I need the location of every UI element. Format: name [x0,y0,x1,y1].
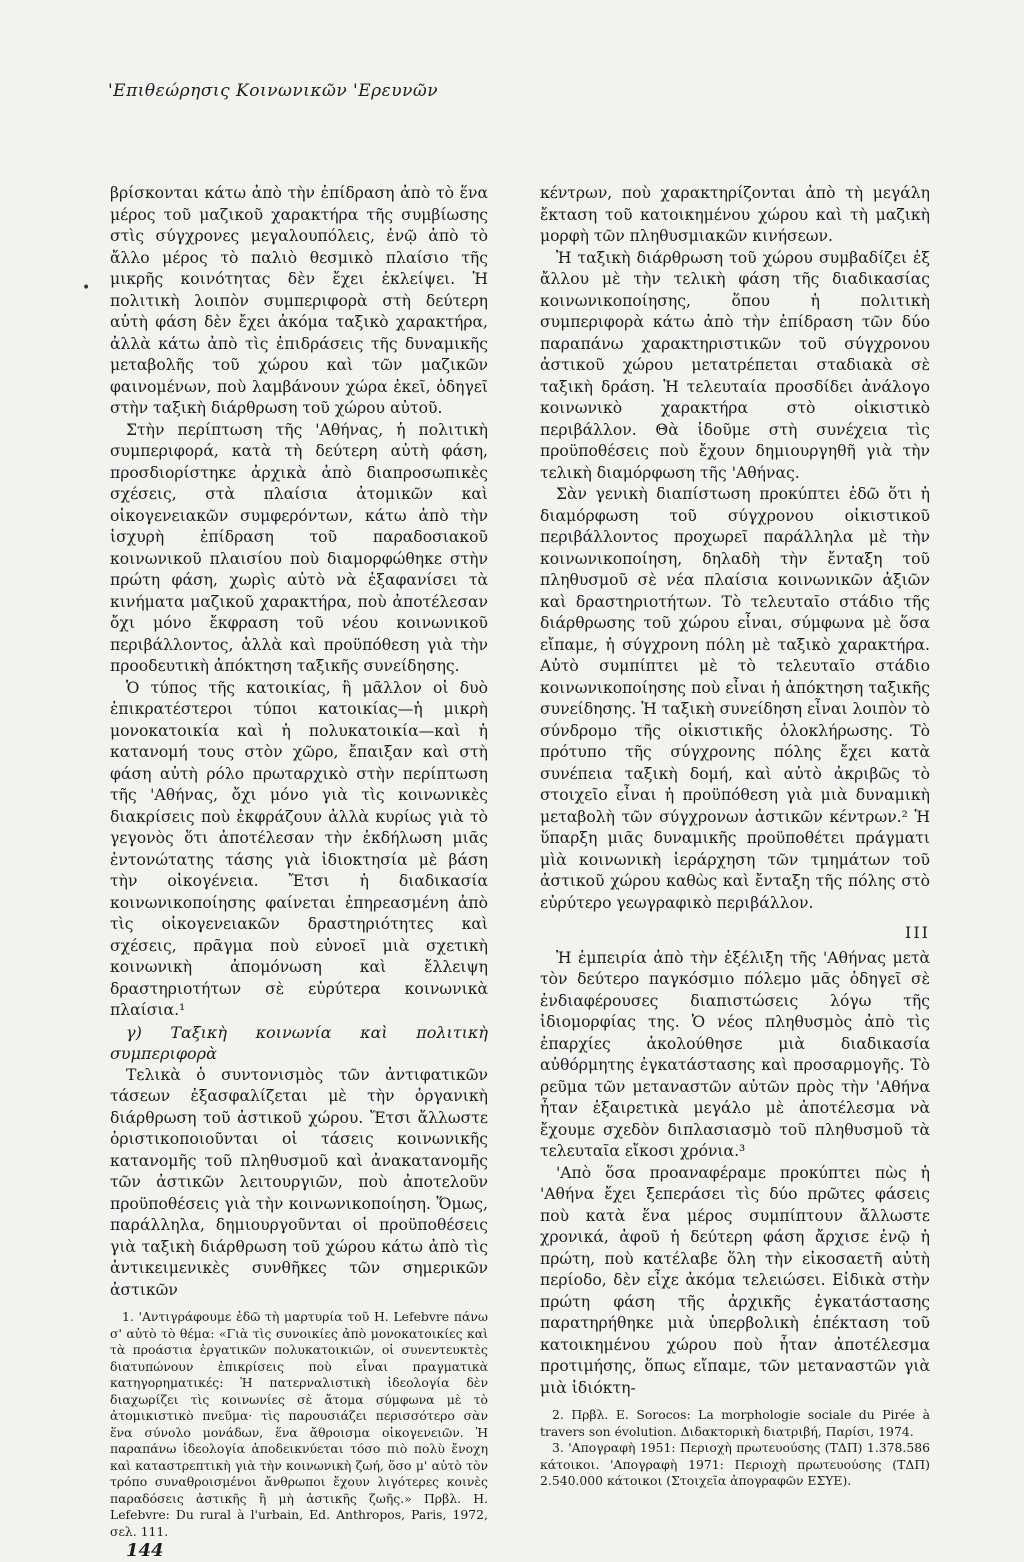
section-number: III [905,923,930,942]
paragraph: Ἡ ταξικὴ διάρθρωση τοῦ χώρου συμβαδίζει ἐξ ἄλλου μὲ τὴν τελικὴ φάση τῆς διαδικασίας κοινωνικοποίησης, ὅπου ἡ πολιτικὴ συμπεριφορὰ κάτω ἀπὸ τὴν ἐπίδραση τῶν δύο παραπάνω χαρακτηριστικῶν τοῦ σύγχρονου ἀστικοῦ χώρου μετατρέπεται σταδιακὰ σὲ ταξικὴ δράση. Ἡ τελευταία προσδίδει ἀνάλογο κοινωνικὸ χαρακτήρα στὸ οἰκιστικὸ περιβάλλον. Θὰ ἰδοῦμε στὴ συνέχεια τὶς προϋποθέσεις ποὺ ἔχουν δημιουργηθῆ γιὰ τὴν τελικὴ διαμόρφωση τῆς 'Αθήνας. [540,248,930,482]
footnotes [110,1309,488,1540]
subheading: γ) Ταξικὴ κοινωνία καὶ πολιτικὴ συμπεριφορὰ [110,1022,488,1063]
running-head: 'Επιθεώρησις Κοινωνικῶν 'Ερευνῶν [108,81,439,101]
paragraph: βρίσκονται κάτω ἀπὸ τὴν ἐπίδραση ἀπὸ τὸ ἕνα μέρος τοῦ μαζικοῦ χαρακτήρα τῆς συμβίωσης στὶς σύγχρονες μεγαλουπόλεις, ἐνῷ ἀπὸ τὸ ἄλλο μέρος τὸ παλιὸ θεσμικὸ πλαίσιο τῆς μικρῆς κοινότητας δὲν ἔχει ἐκλείψει. Ἡ πολιτικὴ λοιπὸν συμπεριφορὰ στὴ δεύτερη αὐτὴ φάση δὲν ἔχει ἀκόμα ταξικὸ χαρακτήρα, ἀλλὰ κάτω ἀπὸ τὶς ἐπιδράσεις τῆς δυναμικῆς μεταβολῆς τοῦ χώρου καὶ τῶν μαζικῶν φαινομένων, ποὺ λαμβάνουν χώρα ἐκεῖ, ὁδηγεῖ στὴν ταξικὴ διάρθρωση τοῦ χώρου αὐτοῦ. [110,184,488,417]
footnote: 2. Πρβλ. E. Sorocos: La morphologie sociale du Pirée à travers son évolution. Διδακτορικὴ διατριβή, Παρίσι, 1974. [540,1407,930,1439]
paragraph: Ὁ τύπος τῆς κατοικίας, ἢ μᾶλλον οἱ δυὸ ἐπικρατέστεροι τύποι κατοικίας—ἡ μικρὴ μονοκατοικία καὶ ἡ πολυκατοικία—καὶ ἡ κατανομή τους στὸν χῶρο, ἔπαιξαν καὶ στὴ φάση αὐτὴ ρόλο πρωταρχικὸ στὴν περίπτωση τῆς 'Αθήνας, ὄχι μόνο γιὰ τὶς κοινωνικὲς διακρίσεις ποὺ ἐκφράζουν ἀλλὰ κυρίως γιὰ τὸ γεγονὸς ὅτι ἀποτέλεσαν τὴν ἐκδήλωση μιᾶς ἐντονώτατης τάσης γιὰ ἰδιοκτησία μὲ βάση τὴν οἰκογένεια. Ἔτσι ἡ διαδικασία κοινωνικοποίησης φαίνεται ἐπηρεασμένη ἀπὸ τὶς οἰκογενειακῶν δραστηριότητες καὶ σχέσεις, πρᾶγμα ποὺ εὐνοεῖ μιὰ σχετικὴ κοινωνικὴ ἀπομόνωση καὶ ἔλλειψη δραστηριοτήτων σὲ εὐρύτερα κοινωνικὰ πλαίσια.¹ [110,678,488,1019]
left-column [110,183,488,1562]
footnote: 3. 'Απογραφὴ 1951: Περιοχὴ πρωτευούσης (ΤΔΠ) 1.378.586 κάτοικοι. 'Απογραφὴ 1971: Περιοχὴ πρωτευούσης (ΤΔΠ) 2.540.000 κάτοικοι (Στοιχεῖα ἀπογραφῶν ΕΣΥΕ). [540,1440,930,1488]
footnote: 1. 'Αντιγράφουμε ἐδῶ τὴ μαρτυρία τοῦ H. Lefebvre πάνω σ' αὐτὸ τὸ θέμα: «Γιὰ τὶς συνοικίες ἀπὸ μονοκατοικίες καὶ τὰ προάστια ἐργατικῶν πολυκατοικιῶν, οἱ συνεντευκτὲς διατυπώνουν ἐπικρίσεις ποὺ εἶναι πραγματικὰ κατηγορηματικές: Ἡ πατερναλιστικὴ ἰδεολογία δὲν διαχωρίζει τὶς κοινωνίες σὲ ἄτομα σύμφωνα μὲ τὸ ἀτομικιστικὸ πνεῦμα· τὶς παρουσιάζει περισσότερο σὰν ἕνα σύνολο μονάδων, ἕνα ἄθροισμα οἰκογενειῶν. Ἡ παραπάνω ἰδεολογία ἀποδεικνύεται τόσο πιὸ πολὺ ἔνοχη καὶ καταστρεπτικὴ γιὰ τὴν κοινωνικὴ ζωή, ὅσο μ' αὐτὸ τὸν τρόπο συναθροισμένοι ἄνθρωποι ἔχουν λιγότερες κοινὲς παραδόσεις ἀστικῆς ἢ μὴ ἀστικῆς ζωῆς.» Πρβλ. H. Lefebvre: Du rural à l'urbain, Ed. Anthropos, Paris, 1972, σελ. 111. [110,1309,488,1539]
footnotes [540,1407,930,1490]
right-column [540,183,930,1490]
paragraph: Τελικὰ ὁ συντονισμὸς τῶν ἀντιφατικῶν τάσεων ἐξασφαλίζεται μὲ τὴν ὀργανικὴ διάρθρωση τοῦ ἀστικοῦ χώρου. Ἔτσι ἄλλωστε ὁριστικοποιοῦνται οἱ τάσεις κοινωνικῆς κατανομῆς τοῦ πληθυσμοῦ καὶ ἀνακατανομῆς τῶν ἀστικῶν λειτουργιῶν, ποὺ ἀποτελοῦν προϋποθέσεις γιὰ τὴν κοινωνικοποίηση. Ὅμως, παράλληλα, δημιουργοῦνται οἱ προϋποθέσεις γιὰ ταξικὴ διάρθρωση τοῦ χώρου κάτω ἀπὸ τὶς ἀντικειμενικὲς συνθῆκες τῶν σημερικῶν ἀστικῶν [110,1065,488,1299]
page-number: 144 [126,1540,164,1561]
paragraph: 'Απὸ ὅσα προαναφέραμε προκύπτει πὼς ἡ 'Αθήνα ἔχει ξεπεράσει τὶς δύο πρῶτες φάσεις ποὺ κατὰ ἕνα μέρος συμπίπτουν ἄλλωστε χρονικά, ἀφοῦ ἡ δεύτερη φάση ἄρχισε ἐνῷ ἡ πρώτη, ποὺ κατέλαβε ὅλη τὴν εἰκοσαετῆ αὐτὴ περίοδο, δὲν εἶχε ἀκόμα τελειώσει. Εἰδικὰ στὴν πρώτη φάση τῆς ἀρχικῆς ἐγκατάστασης παρατηρήθηκε μιὰ ὑπερβολικὴ ἐπέκταση τοῦ κατοικημένου χώρου ποὺ ἦταν ἀποτέλεσμα προτιμήσης, ὅπως εἴπαμε, τῶν μεταναστῶν γιὰ μιὰ ἰδιόκτη- [540,1163,930,1397]
paragraph: κέντρων, ποὺ χαρακτηρίζονται ἀπὸ τὴ μεγάλη ἔκταση τοῦ κατοικημένου χώρου καὶ τὴ μαζικὴ μορφὴ τῶν πληθυσμιακῶν κινήσεων. [540,184,930,245]
paragraph: Σὰν γενικὴ διαπίστωση προκύπτει ἐδῶ ὅτι ἡ διαμόρφωση τοῦ σύγχρονου οἰκιστικοῦ περιβάλλοντος προχωρεῖ παράλληλα μὲ τὴν κοινωνικοποίηση, δηλαδὴ τὴν ἔνταξη τοῦ πληθυσμοῦ σὲ νέα πλαίσια κοινωνικῶν ἀξιῶν καὶ δραστηριοτήτων. Τὸ τελευταῖο στάδιο τῆς διάρθρωσης τοῦ χώρου εἶναι, σύμφωνα μὲ ὅσα εἴπαμε, ἡ σύγχρονη πόλη μὲ ταξικὸ χαρακτήρα. Αὐτὸ συμπίπτει μὲ τὸ τελευταῖο στάδιο κοινωνικοποίησης ποὺ εἶναι ἡ ἀπόκτηση ταξικῆς συνείδησης. Ἡ ταξικὴ συνείδηση εἶναι λοιπὸν τὸ σύνδρομο τῆς οἰκιστικῆς ὁλοκλήρωσης. Τὸ πρότυπο τῆς σύγχρονης πόλης ἔχει κατὰ συνέπεια ταξικὴ δομή, καὶ αὐτὸ ἀκριβῶς τὸ στοιχεῖο εἶναι ἡ προϋπόθεση γιὰ μιὰ δυναμικὴ μεταβολὴ τῶν σύγχρονων ἀστικῶν κέντρων.² Ἡ ὕπαρξη μιᾶς δυναμικῆς προϋποθέτει πράγματι μὶὰ κοινωνικὴ ἱεράρχηση τῶν τμημάτων τοῦ ἀστικοῦ χώρου καθὼς καὶ ἔνταξη τῆς πόλης στὸ εὐρύτερο γεωγραφικὸ περιβάλλον. [540,485,930,912]
paragraph: Στὴν περίπτωση τῆς 'Αθήνας, ἡ πολιτικὴ συμπεριφορά, κατὰ τὴ δεύτερη αὐτὴ φάση, προσδιορίστηκε ἀρχικὰ ἀπὸ διαπροσωπικὲς σχέσεις, στὰ πλαίσια ἀτομικῶν καὶ οἰκογενειακῶν συμφερόντων, κάτω ἀπὸ τὴν ἰσχυρὴ ἐπίδραση τοῦ παραδοσιακοῦ κοινωνικοῦ πλαισίου ποὺ διαμορφώθηκε στὴν πρώτη φάση, χωρὶς αὐτὸ νὰ ἐξαφανίσει τὰ κινήματα μαζικοῦ χαρακτήρα, ποὺ ἀποτέλεσαν ὄχι μόνο ἔκφραση τοῦ νέου κοινωνικοῦ περιβάλλοντος, ἀλλὰ καὶ προϋπόθεση γιὰ τὴν προοδευτικὴ ἀπόκτηση ταξικῆς συνείδησης. [110,420,488,675]
paragraph: Ἡ ἐμπειρία ἀπὸ τὴν ἐξέλιξη τῆς 'Αθήνας μετὰ τὸν δεύτερο παγκόσμιο πόλεμο μᾶς ὁδηγεῖ σὲ ἐνδιαφέρουσες διαπιστώσεις λόγω τῆς ἰδιομορφίας της. Ὁ νέος πληθυσμὸς ἀπὸ τὶς ἐπαρχίες ἀκολούθησε μιὰ διαδικασία αὐθόρμητης ἐγκατάστασης καὶ προσαρμογῆς. Τὸ ρεῦμα τῶν μεταναστῶν αὐτῶν πρὸς τὴν 'Αθήνα ἦταν ἐξαιρετικὰ μεγάλο μὲ ἀποτέλεσμα νὰ ἔχουμε σχεδὸν διπλασιασμὸ τοῦ πληθυσμοῦ τὰ τελευταῖα εἴκοσι χρόνια.³ [540,948,930,1160]
margin-mark: • [82,280,91,296]
